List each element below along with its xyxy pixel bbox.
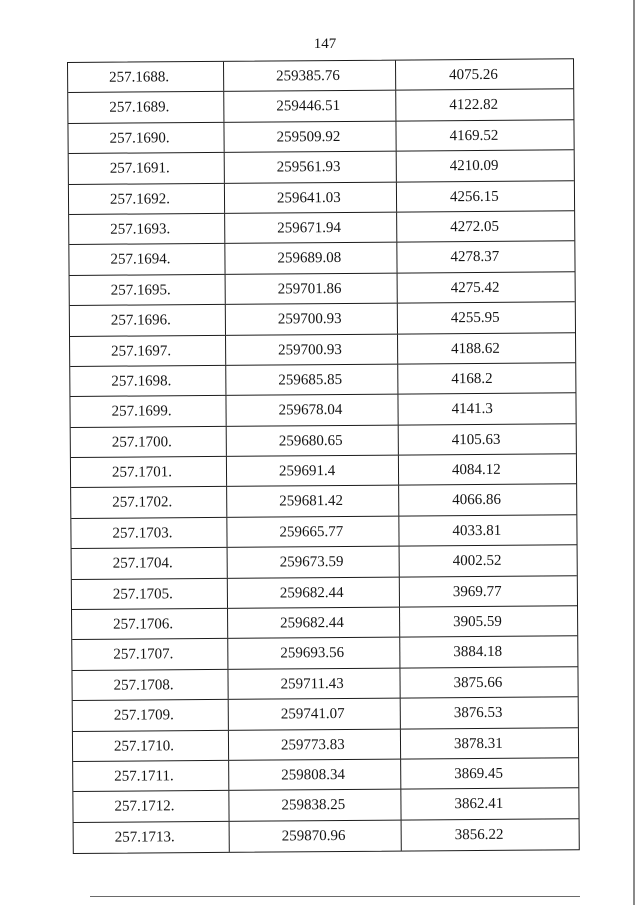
row-number-cell: 257.1699. — [70, 396, 226, 427]
row-number-cell: 257.1710. — [73, 730, 229, 761]
first-value-cell: 259870.96 — [230, 820, 402, 852]
table-row — [70, 333, 575, 367]
table-row — [69, 181, 574, 215]
row-number-cell: 257.1706. — [72, 609, 228, 640]
second-value-cell: 4105.63 — [451, 431, 501, 448]
row-number-cell: 257.1695. — [70, 275, 226, 306]
row-number-cell: 257.1713. — [74, 822, 230, 854]
second-value-cell: 3862.41 — [454, 796, 504, 813]
row-number-cell: 257.1694. — [69, 244, 225, 275]
second-value-cell: 4168.2 — [451, 370, 493, 388]
row-number-cell: 257.1707. — [72, 639, 228, 670]
second-value-cell: 3905.59 — [453, 613, 502, 631]
first-value-cell: 259741.07 — [229, 699, 401, 730]
row-number-cell: 257.1704. — [72, 548, 228, 579]
scan-bottom-line — [90, 896, 580, 897]
row-number-cell: 257.1696. — [70, 305, 226, 336]
second-value-cell: 4255.95 — [450, 309, 500, 327]
table-row — [68, 120, 573, 154]
second-value-cell: 4275.42 — [450, 279, 500, 296]
second-value-cell: 4033.81 — [452, 522, 502, 540]
first-value-cell: 259691.4 — [227, 456, 399, 487]
first-value-cell: 259665.77 — [227, 516, 399, 547]
row-number-cell: 257.1705. — [72, 578, 228, 609]
table-row — [73, 758, 578, 792]
table-row — [70, 302, 575, 336]
second-value-cell: 4188.62 — [451, 340, 500, 357]
table-row — [71, 515, 576, 549]
row-number-cell: 257.1693. — [69, 214, 225, 245]
table-row — [69, 150, 574, 184]
second-value-cell: 3878.31 — [453, 735, 503, 752]
first-value-cell: 259641.03 — [225, 182, 397, 213]
table-row — [72, 546, 577, 580]
second-value-cell: 4002.52 — [452, 553, 502, 570]
table-row — [68, 59, 573, 93]
first-value-cell: 259680.65 — [227, 425, 399, 456]
second-value-cell: 3856.22 — [454, 826, 504, 843]
table-row — [69, 242, 574, 276]
first-value-cell: 259773.83 — [229, 729, 401, 760]
first-value-cell: 259700.93 — [226, 304, 398, 335]
row-number-cell: 257.1690. — [68, 123, 224, 154]
first-value-cell: 259671.94 — [225, 213, 397, 244]
row-number-cell: 257.1688. — [68, 62, 224, 93]
table-row — [73, 697, 578, 731]
first-value-cell: 259561.93 — [225, 152, 397, 183]
row-number-cell: 257.1708. — [72, 670, 228, 701]
table-row — [73, 728, 578, 762]
second-value-cell: 4066.86 — [452, 492, 502, 509]
first-value-cell: 259681.42 — [227, 486, 399, 517]
row-number-cell: 257.1698. — [70, 366, 226, 397]
data-table — [67, 58, 580, 854]
first-value-cell: 259682.44 — [228, 608, 400, 639]
first-value-cell: 259700.93 — [226, 334, 398, 365]
first-value-cell: 259711.43 — [228, 668, 400, 699]
page-number: 147 — [313, 36, 337, 52]
first-value-cell: 259838.25 — [229, 790, 401, 821]
row-number-cell: 257.1712. — [73, 791, 229, 822]
table-row — [72, 637, 577, 671]
table-row — [69, 211, 574, 245]
first-value-cell: 259808.34 — [229, 760, 401, 791]
table-row — [72, 606, 577, 640]
first-value-cell: 259446.51 — [224, 91, 396, 122]
table-row — [72, 667, 577, 701]
second-value-cell: 3884.18 — [453, 644, 503, 661]
first-value-cell: 259673.59 — [228, 547, 400, 578]
table-row — [68, 90, 573, 124]
table-row — [70, 394, 575, 428]
second-value-cell: 3876.53 — [453, 705, 503, 722]
second-value-cell: 4084.12 — [451, 461, 501, 479]
second-value-cell: 3869.45 — [454, 765, 504, 783]
table-row — [72, 576, 577, 610]
table-row — [71, 454, 576, 488]
second-value-cell: 4169.52 — [449, 127, 499, 144]
first-value-cell: 259689.08 — [225, 243, 397, 274]
table-row — [74, 819, 579, 853]
scan-edge-line — [633, 0, 635, 905]
second-value-cell: 4075.26 — [449, 66, 498, 84]
first-value-cell: 259685.85 — [226, 364, 398, 395]
first-value-cell: 259385.76 — [224, 61, 396, 92]
second-value-cell: 4122.82 — [449, 97, 499, 114]
row-number-cell: 257.1697. — [70, 335, 226, 366]
second-value-cell: 4272.05 — [450, 218, 500, 236]
first-value-cell: 259693.56 — [228, 638, 400, 669]
row-number-cell: 257.1709. — [73, 700, 229, 731]
row-number-cell: 257.1711. — [73, 761, 229, 792]
second-value-cell: 4141.3 — [451, 401, 493, 418]
table-row — [71, 485, 576, 519]
table-row — [71, 424, 576, 458]
second-value-cell: 4210.09 — [449, 158, 499, 175]
row-number-cell: 257.1700. — [71, 427, 227, 458]
second-value-cell: 3875.66 — [453, 674, 503, 691]
row-number-cell: 257.1691. — [69, 153, 225, 184]
second-value-cell: 3969.77 — [452, 583, 502, 600]
row-number-cell: 257.1701. — [71, 457, 227, 488]
second-value-cell: 4256.15 — [449, 188, 499, 205]
row-number-cell: 257.1702. — [71, 487, 227, 518]
first-value-cell: 259701.86 — [226, 273, 398, 304]
row-number-cell: 257.1692. — [69, 183, 225, 214]
first-value-cell: 259682.44 — [228, 577, 400, 608]
second-value-cell: 4278.37 — [450, 249, 500, 266]
table-row — [70, 272, 575, 306]
table-row — [70, 363, 575, 397]
table-row — [73, 789, 578, 823]
first-value-cell: 259509.92 — [224, 121, 396, 152]
row-number-cell: 257.1689. — [68, 92, 224, 123]
row-number-cell: 257.1703. — [71, 518, 227, 549]
first-value-cell: 259678.04 — [226, 395, 398, 426]
